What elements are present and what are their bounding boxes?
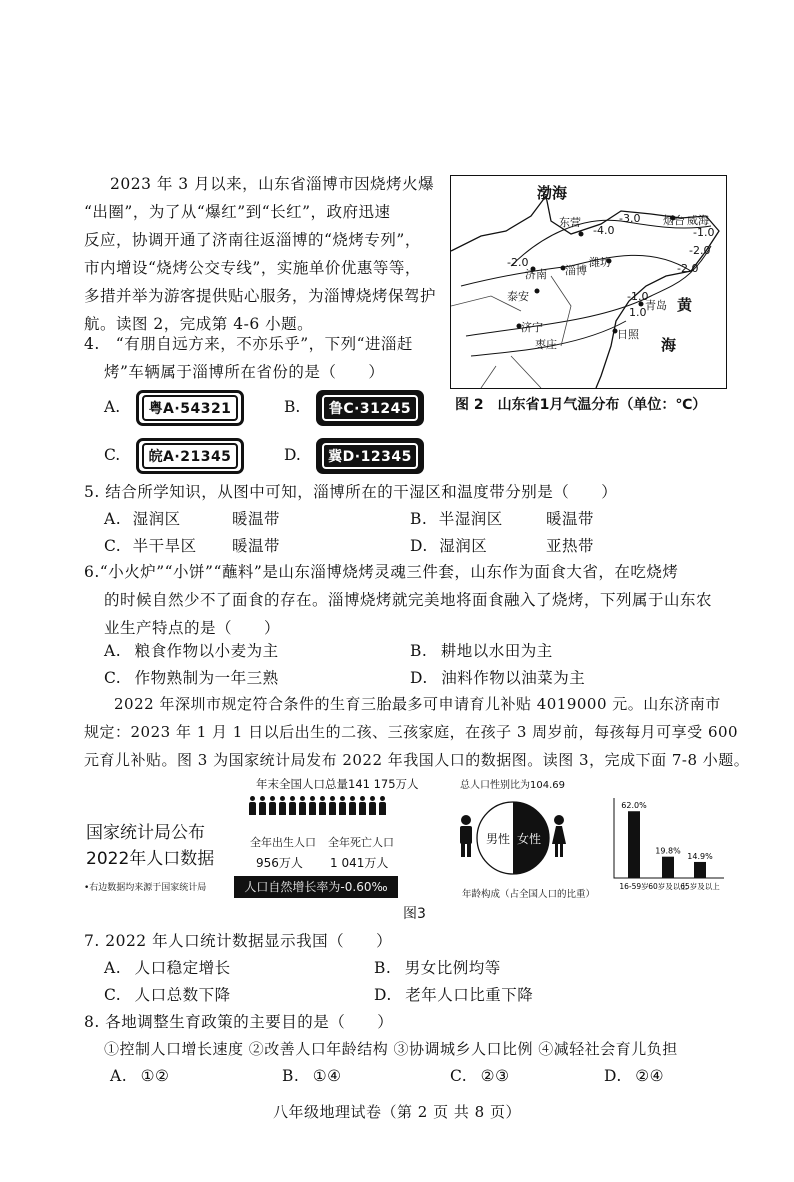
q6-stem: [84, 558, 764, 642]
option-letter: B.: [410, 510, 428, 528]
person-icon: [358, 796, 367, 816]
male-icon: [460, 815, 472, 857]
female-icon: [552, 815, 566, 857]
age-bar-value-label: 19.8%: [655, 846, 681, 856]
q8-option-a[interactable]: [110, 1062, 169, 1090]
option-letter: B.: [374, 959, 392, 977]
person-icon: [248, 796, 257, 816]
person-icon: [288, 796, 297, 816]
age-bar-category-label: 60岁及以上: [648, 882, 688, 891]
fig3-sex-ratio: 总人口性别比为104.69: [460, 780, 565, 791]
q5-option-d-zone: 亚热带: [546, 537, 595, 555]
q8-stem: 8. 各地调整生育政策的主要目的是（ ）: [84, 1013, 394, 1031]
q5-option-c[interactable]: [104, 532, 197, 560]
person-icon: [378, 796, 387, 816]
isotherm-label: -3.0: [619, 212, 641, 225]
map-label-zaozhuang: 枣庄: [535, 338, 557, 351]
q7-option-c[interactable]: [104, 981, 231, 1009]
isotherm-label: -2.0: [689, 244, 711, 257]
age-bar-value-label: 14.9%: [687, 851, 713, 861]
option-letter: C.: [104, 986, 122, 1004]
fig3-deaths-value: 1 041万人: [330, 856, 389, 870]
option-text: 耕地以水田为主: [440, 642, 553, 660]
person-icon: [308, 796, 317, 816]
fig3-births-label: 全年出生人口: [250, 836, 316, 849]
option-text: 人口总数下降: [134, 986, 231, 1004]
passage-line: 规定：2023 年 1 月 1 日以后出生的二孩、三孩家庭，在孩子 3 周岁前，每孩每月可享受 600: [84, 723, 739, 741]
option-text: ①④: [312, 1067, 342, 1085]
map-label-bohai: 渤海: [537, 184, 568, 202]
q8-option-d[interactable]: [604, 1062, 664, 1090]
map-label-dongying: 东营: [559, 216, 581, 229]
q5-option-b[interactable]: [410, 505, 503, 533]
fig3-title-line1: 国家统计局公布: [86, 823, 205, 843]
option-letter: B.: [282, 1067, 300, 1085]
plate-text: 粤A·54321: [142, 395, 238, 421]
option-text: 男女比例均等: [404, 959, 501, 977]
fig3-births-value: 956万人: [256, 856, 303, 870]
option-text: 半湿润区: [438, 510, 503, 528]
person-icon: [328, 796, 337, 816]
passage-line: 2022 年深圳市规定符合条件的生育三胎最多可申请育儿补贴 4019000 元。山东济南市: [114, 695, 721, 713]
people-icons-row: [248, 796, 398, 820]
q6-option-a[interactable]: [104, 637, 279, 665]
option-text: 粮食作物以小麦为主: [134, 642, 279, 660]
person-icon: [318, 796, 327, 816]
age-bar-category-label: 16-59岁: [619, 882, 649, 891]
q4-option-c-letter[interactable]: C.: [104, 446, 121, 464]
map-label-qingdao: 青岛: [645, 299, 667, 312]
fig3-source-note: •右边数据均来源于国家统计局: [84, 883, 207, 893]
q6-stem-line: 业生产特点的是（ ）: [104, 619, 281, 637]
map-label-weifang: 潍坊: [589, 256, 611, 269]
option-text: 湿润区: [439, 537, 488, 555]
q4-option-b-letter[interactable]: B.: [284, 398, 301, 416]
person-icon: [338, 796, 347, 816]
option-letter: D.: [410, 669, 428, 687]
q8-choices: ①控制人口增长速度 ②改善人口年龄结构 ③协调城乡人口比例 ④减轻社会育儿负担: [104, 1040, 678, 1058]
city-dot: [579, 232, 584, 237]
map-label-yantai: 烟台: [663, 214, 685, 227]
passage-line: 市内增设“烧烤公交专线”，实施单价优惠等等，: [84, 259, 421, 277]
plate-text: 鲁C·31245: [322, 395, 418, 421]
q4-option-d-plate[interactable]: [316, 438, 424, 474]
q6-option-d[interactable]: [410, 664, 585, 692]
option-letter: C.: [450, 1067, 468, 1085]
person-icon: [258, 796, 267, 816]
option-text: ②④: [635, 1067, 665, 1085]
figure-3-caption: 图3: [403, 906, 426, 922]
q4-option-a-letter[interactable]: A.: [104, 398, 121, 416]
figure-3: [80, 772, 730, 902]
map-label-zibo: 淄博: [565, 264, 587, 277]
q7-stem: 7. 2022 年人口统计数据显示我国（ ）: [84, 932, 393, 950]
q6-stem-line: 的时候自然少不了面食的存在。淄博烧烤就完美地将面食融入了烧烤，下列属于山东农: [104, 591, 713, 609]
person-icon: [348, 796, 357, 816]
passage-line: 航。读图 2，完成第 4-6 小题。: [84, 315, 314, 333]
fig3-total-population: 年末全国人口总量141 175万人: [256, 777, 419, 791]
age-bar-value-label: 62.0%: [621, 801, 647, 811]
q5-option-a-zone: 暖温带: [232, 510, 281, 528]
person-icon: [298, 796, 307, 816]
q4-stem-line: 烤”车辆属于淄博所在省份的是（ ）: [104, 363, 385, 381]
q4-option-b-plate[interactable]: [316, 390, 424, 426]
option-letter: A.: [110, 1067, 128, 1085]
q5-option-d[interactable]: [410, 532, 487, 560]
q5-option-c-zone: 暖温带: [232, 537, 281, 555]
person-icon: [278, 796, 287, 816]
plate-text: 冀D·12345: [322, 443, 418, 469]
q6-stem-line: 6.“小火炉”“小饼”“蘸料”是山东淄博烧烤灵魂三件套，山东作为面食大省，在吃烧烤: [84, 563, 679, 581]
age-bar-1: [662, 857, 674, 878]
q7-option-d[interactable]: [374, 981, 533, 1009]
option-text: ②③: [480, 1067, 510, 1085]
option-text: 油料作物以油菜为主: [441, 669, 586, 687]
isotherm-label: -1.0: [627, 290, 649, 303]
plate-text: 皖A·21345: [142, 443, 238, 469]
passage-line: 多措并举为游客提供贴心服务，为淄博烧烤保驾护: [84, 287, 437, 305]
person-icon: [268, 796, 277, 816]
q7-option-b[interactable]: [374, 954, 501, 982]
option-letter: C.: [104, 669, 122, 687]
q6-option-c[interactable]: [104, 664, 279, 692]
option-letter: D.: [604, 1067, 622, 1085]
option-letter: C.: [104, 537, 122, 555]
person-icon: [368, 796, 377, 816]
q5-option-b-zone: 暖温带: [546, 510, 595, 528]
option-letter: D.: [410, 537, 428, 555]
age-bar-2: [694, 862, 706, 878]
option-letter: B.: [410, 642, 428, 660]
map-label-taian: 泰安: [507, 290, 529, 303]
option-letter: A.: [104, 642, 122, 660]
passage-line: 2023 年 3 月以来，山东省淄博市因烧烤火爆: [110, 175, 435, 193]
q4-stem: [84, 330, 444, 386]
map-label-hai: 海: [661, 336, 677, 354]
option-text: 老年人口比重下降: [405, 986, 534, 1004]
city-dot: [535, 289, 540, 294]
page-footer: 八年级地理试卷（第 2 页 共 8 页）: [273, 1103, 521, 1121]
age-bar-0: [628, 811, 640, 878]
q4-option-c-plate[interactable]: [136, 438, 244, 474]
sex-ratio-pie: [456, 792, 576, 887]
option-letter: D.: [374, 986, 392, 1004]
option-letter: A.: [104, 510, 122, 528]
q5-stem: 5. 结合所学知识，从图中可知，淄博所在的干湿区和温度带分别是（ ）: [84, 483, 618, 501]
passage-1: [84, 170, 444, 338]
q4-option-d-letter[interactable]: D.: [284, 446, 301, 464]
passage-line: 反应，协调开通了济南往返淄博的“烧烤专列”，: [84, 231, 421, 249]
q6-option-b[interactable]: [410, 637, 553, 665]
q8-option-b[interactable]: [282, 1062, 342, 1090]
isotherm-label: 1.0: [629, 306, 647, 319]
option-text: 作物熟制为一年三熟: [134, 669, 279, 687]
q8-option-c[interactable]: [450, 1062, 509, 1090]
map-label-weihai: 威海: [687, 214, 709, 227]
passage-2: [84, 690, 784, 774]
isotherm-label: -1.0: [693, 226, 715, 239]
map-drawing: [451, 176, 726, 388]
isotherm-label: -4.0: [593, 224, 615, 237]
passage-line: 元育儿补贴。图 3 为国家统计局发布 2022 年我国人口的数据图。读图 3，完成下面 7-8 小题。: [84, 751, 750, 769]
age-bar-chart: [608, 792, 728, 902]
passage-line: “出圈”，为了从“爆红”到“长红”，政府迅速: [84, 203, 391, 221]
isotherm-label: -2.0: [677, 262, 699, 275]
isotherm-label: -2.0: [507, 256, 529, 269]
fig3-title-line2: 2022年人口数据: [86, 849, 215, 869]
map-caption: 图 2 山东省1月气温分布（单位：℃）: [455, 397, 707, 413]
map-label-huang: 黄: [677, 296, 693, 314]
fig3-deaths-label: 全年死亡人口: [328, 836, 394, 849]
option-letter: A.: [104, 959, 122, 977]
option-text: 半干旱区: [132, 537, 197, 555]
map-label-jinan: 济南: [525, 268, 547, 281]
pie-label-female: 女性: [517, 832, 542, 846]
option-text: 人口稳定增长: [134, 959, 231, 977]
q7-option-a[interactable]: [104, 954, 231, 982]
q4-stem-line: 4. “有朋自远方来，不亦乐乎”，下列“进淄赶: [84, 335, 414, 353]
age-bar-category-label: 65岁及以上: [680, 882, 720, 891]
pie-label-male: 男性: [486, 832, 511, 846]
shandong-temperature-map: [450, 175, 727, 389]
fig3-age-caption: 年龄构成（占全国人口的比重）: [462, 889, 596, 900]
map-label-jining: 济宁: [521, 321, 543, 334]
map-label-rizhao: 日照: [617, 328, 639, 341]
fig3-growth-rate-banner: 人口自然增长率为-0.60‰: [234, 876, 398, 898]
option-text: 湿润区: [132, 510, 181, 528]
q5-option-a[interactable]: [104, 505, 181, 533]
q4-option-a-plate[interactable]: [136, 390, 244, 426]
option-text: ①②: [140, 1067, 170, 1085]
